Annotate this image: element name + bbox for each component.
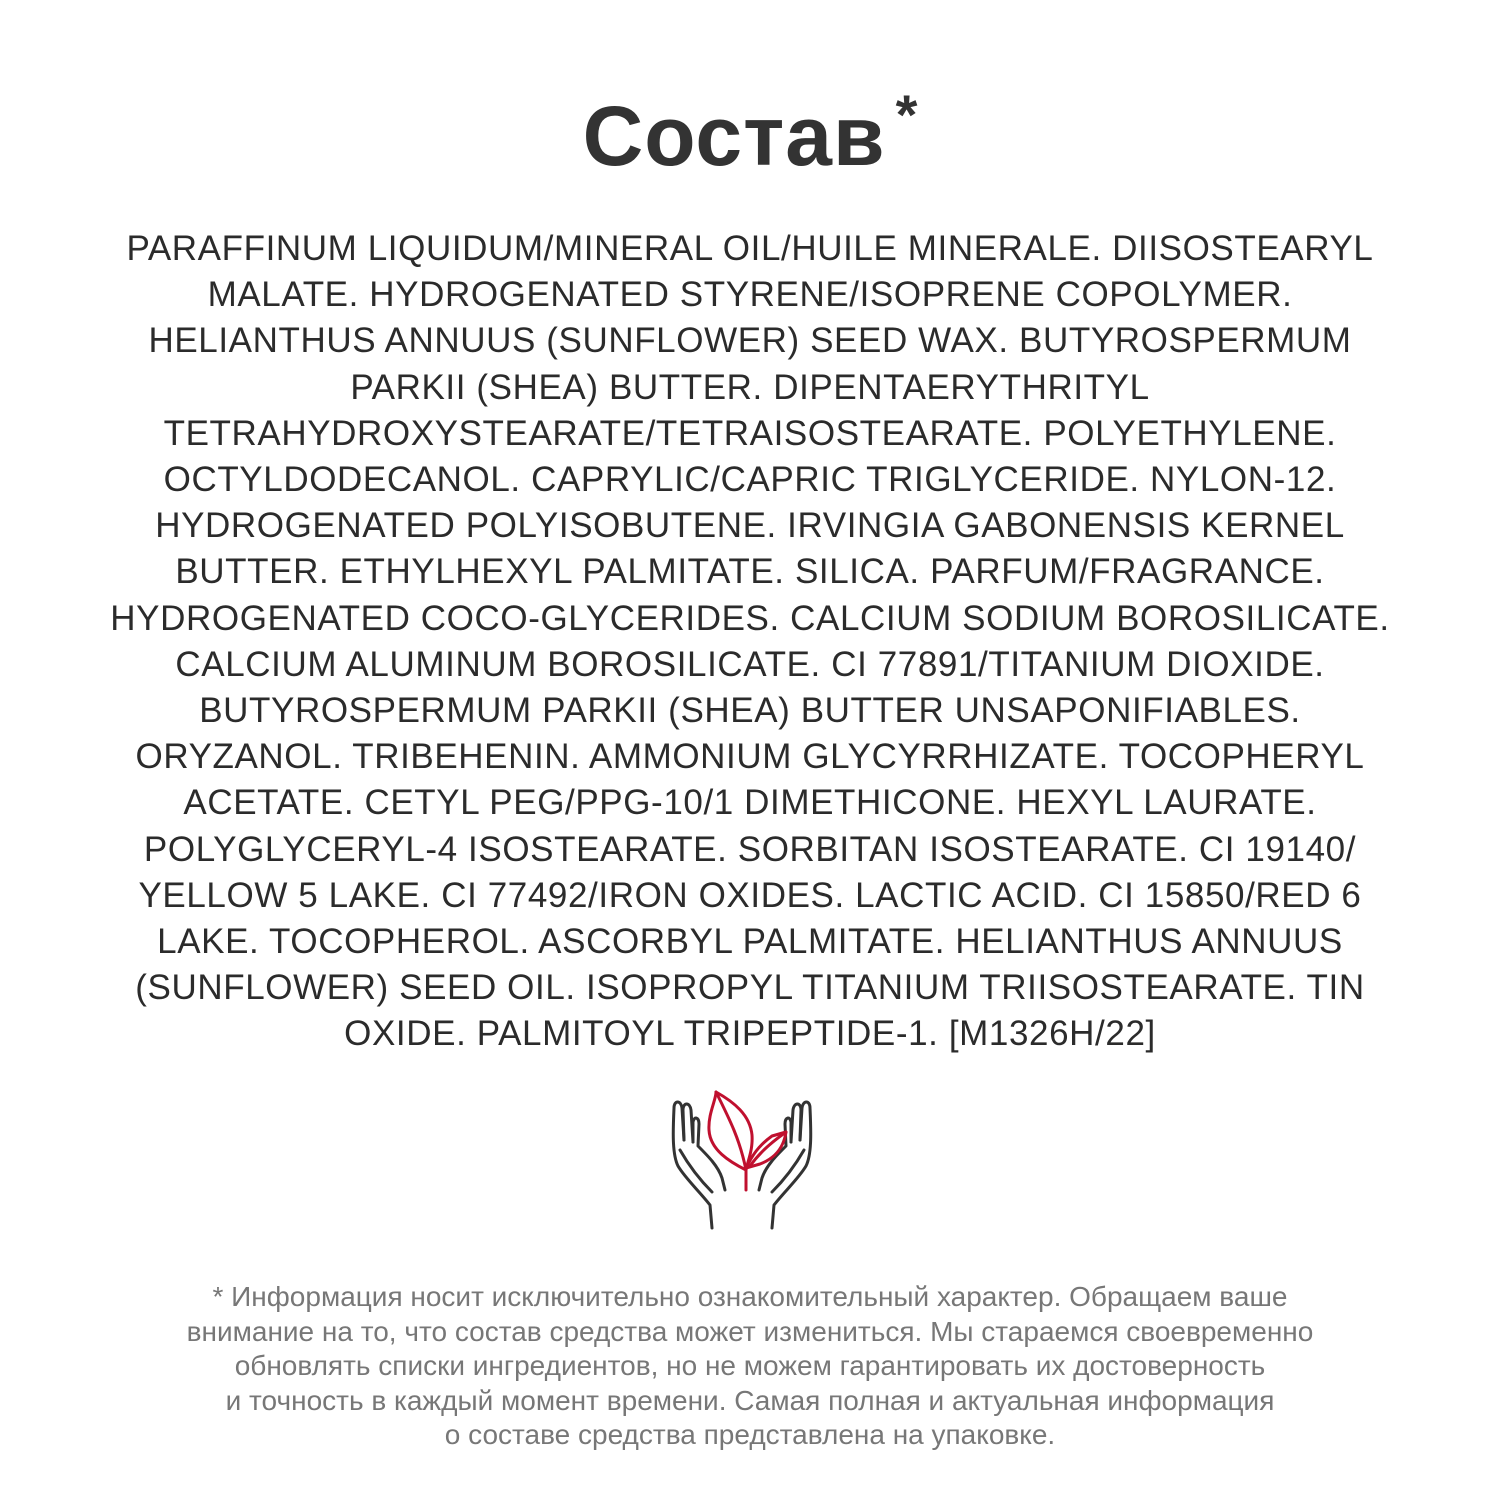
ingredients-line: MALATE. HYDROGENATED STYRENE/ISOPRENE COPOLYMER. [207, 275, 1293, 315]
ingredients-line: TETRAHYDROXYSTEARATE/TETRAISOSTEARATE. POLYETHYLENE. [163, 413, 1337, 453]
footnote-line: о составе средства представлена на упаковке. [444, 1419, 1056, 1450]
hands-with-sprout-icon [660, 1080, 840, 1230]
ingredients-line: (SUNFLOWER) SEED OIL. ISOPROPYL TITANIUM TRIISOSTEARATE. TIN [135, 968, 1365, 1008]
ingredients-line: HELIANTHUS ANNUUS (SUNFLOWER) SEED WAX. BUTYROSPERMUM [148, 321, 1352, 361]
footnote-line: * Информация носит исключительно ознакомительный характер. Обращаем ваше [212, 1281, 1288, 1312]
ingredients-line: BUTYROSPERMUM PARKII (SHEA) BUTTER UNSAPONIFIABLES. [199, 691, 1301, 731]
footnote-line: внимание на то, что состав средства может измениться. Мы стараемся своевременно [186, 1315, 1314, 1347]
ingredients-line: OCTYLDODECANOL. CAPRYLIC/CAPRIC TRIGLYCERIDE. NYLON-12. [163, 460, 1337, 500]
ingredients-line: ACETATE. CETYL PEG/PPG-10/1 DIMETHICONE. HEXYL LAURATE. [183, 783, 1317, 823]
footnote-line: обновлять списки ингредиентов, но не можем гарантировать их достоверность [234, 1350, 1266, 1381]
footnote-line: и точность в каждый момент времени. Самая полная и актуальная информация [225, 1384, 1275, 1416]
ingredients-line: POLYGLYCERYL-4 ISOSTEARATE. SORBITAN ISOSTEARATE. CI 19140/ [143, 829, 1357, 869]
ingredients-line: ORYZANOL. TRIBEHENIN. AMMONIUM GLYCYRRHIZATE. TOCOPHERYL [135, 737, 1365, 777]
ingredients-line: YELLOW 5 LAKE. CI 77492/IRON OXIDES. LACTIC ACID. CI 15850/RED 6 [138, 875, 1362, 915]
ingredients-line: PARAFFINUM LIQUIDUM/MINERAL OIL/HUILE MINERALE. DIISOSTEARYL [126, 229, 1374, 268]
ingredients-line: BUTTER. ETHYLHEXYL PALMITATE. SILICA. PARFUM/FRAGRANCE. [175, 552, 1325, 592]
page-title [0, 83, 1500, 185]
disclaimer-footnote [0, 1280, 1500, 1453]
ingredients-line: HYDROGENATED POLYISOBUTENE. IRVINGIA GABONENSIS KERNEL [155, 506, 1345, 546]
ingredients-line: OXIDE. PALMITOYL TRIPEPTIDE-1. [M1326H/22] [344, 1014, 1156, 1054]
title-asterisk: * [895, 83, 918, 146]
ingredients-line: HYDROGENATED COCO-GLYCERIDES. CALCIUM SODIUM BOROSILICATE. [110, 598, 1390, 638]
ingredients-line: CALCIUM ALUMINUM BOROSILICATE. CI 77891/TITANIUM DIOXIDE. [175, 644, 1325, 684]
ingredients-line: PARKII (SHEA) BUTTER. DIPENTAERYTHRITYL [350, 367, 1150, 407]
title-text: Состав [582, 89, 886, 183]
ingredients-line: LAKE. TOCOPHEROL. ASCORBYL PALMITATE. HELIANTHUS ANNUUS [157, 922, 1343, 962]
ingredients-list [0, 226, 1500, 1058]
